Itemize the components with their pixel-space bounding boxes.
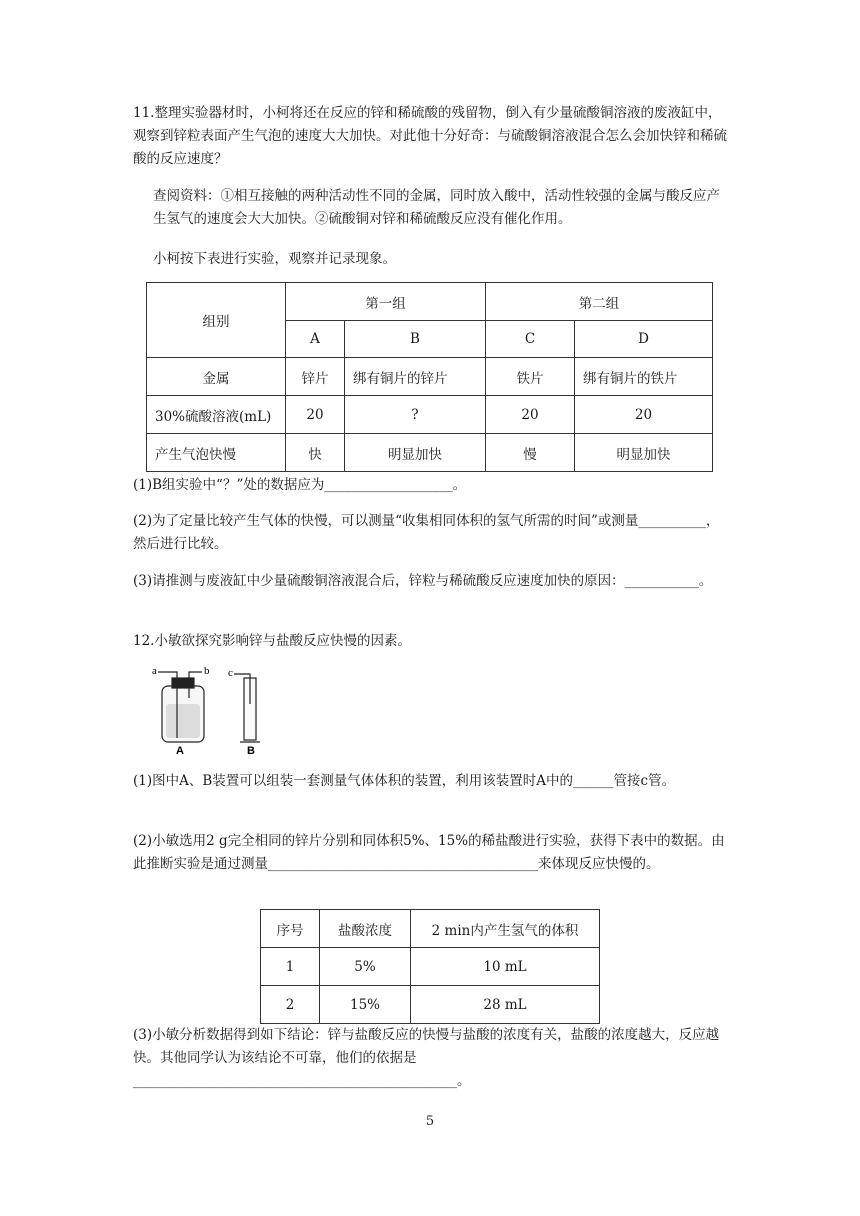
cell: 慢 <box>486 434 575 472</box>
q12-sub1: (1)图中A、B装置可以组装一套测量气体体积的装置，利用该装置时A中的______管接c管。 <box>133 773 676 789</box>
page-number: 5 <box>425 1114 435 1129</box>
q11-experiment-table <box>146 282 713 472</box>
table-row <box>147 396 713 434</box>
apparatus-figure <box>146 664 276 760</box>
cell: 5% <box>320 948 411 986</box>
cell: 15% <box>320 986 411 1024</box>
q11-intro: 小柯按下表进行实验，观察并记录现象。 <box>153 251 396 267</box>
q12-sub2: (2)小敏选用2 g完全相同的锌片分别和同体积5%、15%的稀盐酸进行实验，获得下表中的数据。由此推断实验是通过测量________________________________________来体现反应快慢的。 <box>133 833 725 872</box>
q12-data-table <box>260 909 600 1024</box>
q11-stem: 11.整理实验器材时，小柯将还在反应的锌和稀硫酸的残留物，倒入有少量硫酸铜溶液的废液缸中，观察到锌粒表面产生气泡的速度大大加快。对此他十分好奇：与硫酸铜溶液混合怎么会加快锌和稀硫酸的反应速度？ <box>133 105 727 167</box>
table-header-group: 组别 <box>147 283 286 358</box>
q11-sub3: (3)请推测与废液缸中少量硫酸铜溶液混合后，锌粒与稀硫酸反应速度加快的原因：___________。 <box>133 573 713 589</box>
table-row <box>261 948 600 986</box>
cell: 28 mL <box>411 986 600 1024</box>
label-c: c <box>228 667 233 679</box>
q12-sub3: (3)小敏分析数据得到如下结论：锌与盐酸反应的快慢与盐酸的浓度有关，盐酸的浓度越大，反应越快。其他同学认为该结论不可靠，他们的依据是________________________________________________。 <box>133 1027 720 1089</box>
q11-sub2: (2)为了定量比较产生气体的快慢，可以测量“收集相同体积的氢气所需的时间”或测量__________，然后进行比较。 <box>133 513 720 552</box>
header-index: 序号 <box>261 910 320 948</box>
col-a: A <box>286 321 345 358</box>
header-volume: 2 min内产生氢气的体积 <box>411 910 600 948</box>
cell: 明显加快 <box>345 434 486 472</box>
row-label: 产生气泡快慢 <box>147 434 286 472</box>
table-header-group1: 第一组 <box>286 283 486 321</box>
label-fig-a: A <box>176 745 184 757</box>
q11-reference: 查阅资料：①相互接触的两种活动性不同的金属，同时放入酸中，活动性较强的金属与酸反应产生氢气的速度会大大加快。②硫酸铜对锌和稀硫酸反应没有催化作用。 <box>153 188 720 227</box>
cell: 绑有铜片的锌片 <box>345 358 486 396</box>
cell: 2 <box>261 986 320 1024</box>
cell: 20 <box>286 396 345 434</box>
col-d: D <box>575 321 713 358</box>
cell: 10 mL <box>411 948 600 986</box>
cell: 明显加快 <box>575 434 713 472</box>
table-row <box>261 986 600 1024</box>
table-row <box>147 434 713 472</box>
table-header-group2: 第二组 <box>486 283 713 321</box>
cell: 锌片 <box>286 358 345 396</box>
graduated-cylinder-b <box>234 674 260 742</box>
label-b: b <box>204 665 210 677</box>
row-label: 30%硫酸溶液(mL) <box>147 396 286 434</box>
cell: 20 <box>575 396 713 434</box>
cell: 铁片 <box>486 358 575 396</box>
cell: 1 <box>261 948 320 986</box>
label-a: a <box>152 665 157 677</box>
q11-sub1: (1)B组实验中“？”处的数据应为___________________。 <box>133 477 467 493</box>
q12-stem: 12.小敏欲探究影响锌与盐酸反应快慢的因素。 <box>133 633 411 649</box>
cell: 绑有铜片的铁片 <box>575 358 713 396</box>
row-label: 金属 <box>147 358 286 396</box>
table-row <box>147 358 713 396</box>
col-b: B <box>345 321 486 358</box>
label-fig-b: B <box>247 745 255 757</box>
col-c: C <box>486 321 575 358</box>
cell: 快 <box>286 434 345 472</box>
gas-bottle-a <box>158 672 204 742</box>
cell: ? <box>345 396 486 434</box>
header-concentration: 盐酸浓度 <box>320 910 411 948</box>
cell: 20 <box>486 396 575 434</box>
